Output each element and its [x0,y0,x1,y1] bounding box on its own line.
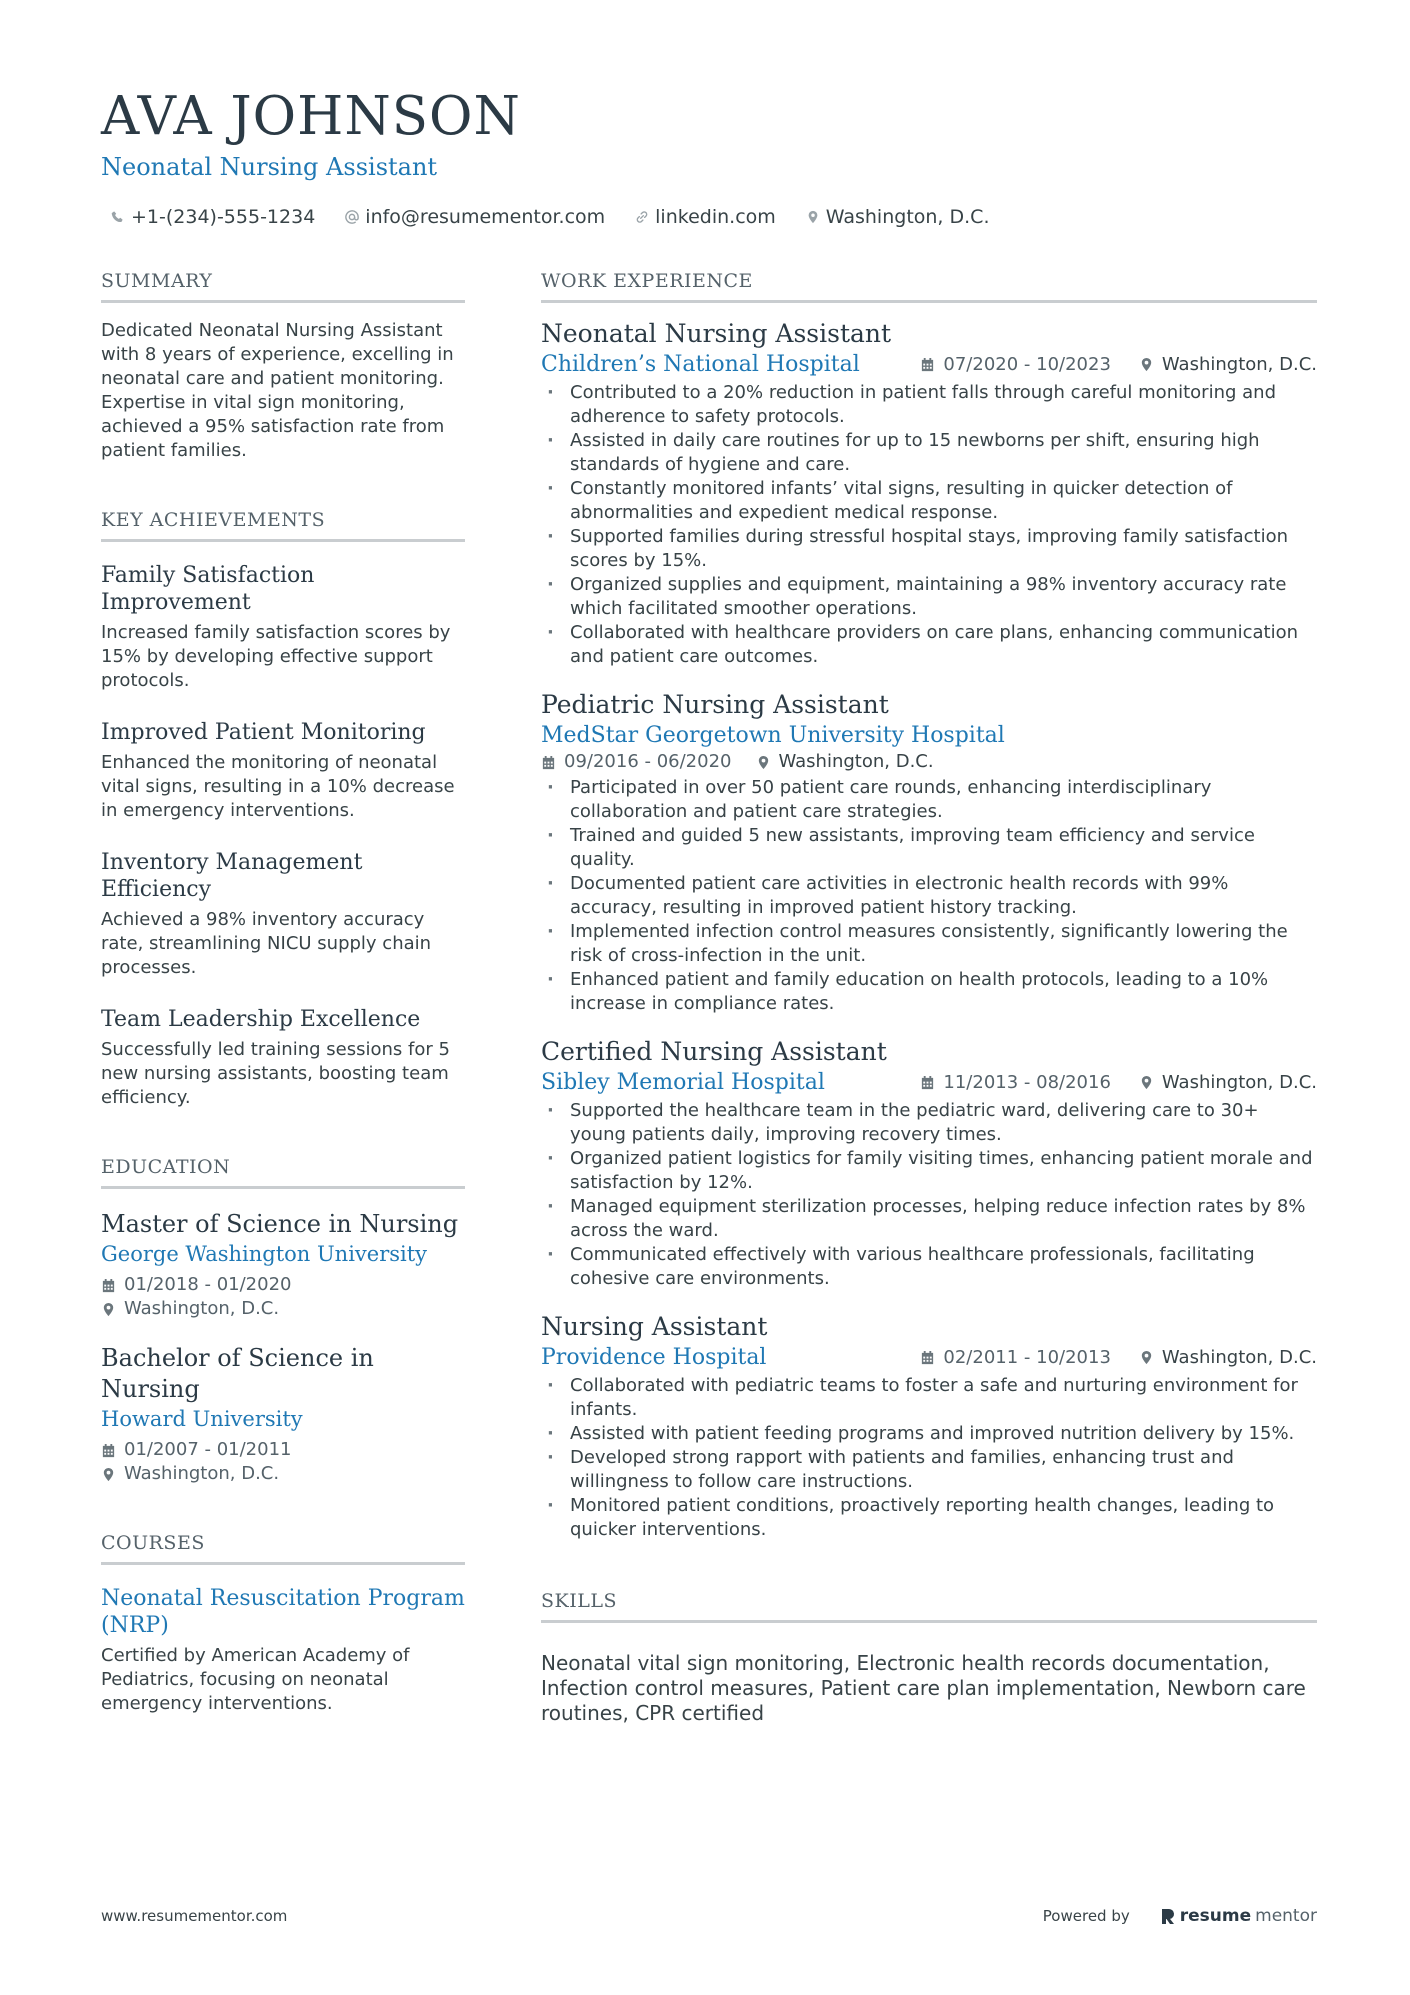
dates-text: 07/2020 - 10/2023 [943,353,1111,375]
page-footer [101,1906,1317,1926]
school-name: Howard University [101,1407,303,1431]
job-info-row [541,350,1317,379]
map-pin-icon [101,1467,116,1482]
summary-heading: SUMMARY [101,268,465,303]
school-name: George Washington University [101,1242,428,1266]
candidate-name: AVA JOHNSON [101,86,521,147]
contact-location [806,206,990,228]
powered-by [1043,1906,1317,1926]
job-entry [541,689,1317,1016]
job-info-row [541,1068,1317,1097]
location-text: Washington, D.C. [1161,1346,1317,1368]
education-location [101,1297,465,1321]
contact-linkedin[interactable] [635,206,776,228]
job-location [1139,353,1317,377]
skills-text: Neonatal vital sign monitoring, Electronic health records documentation, Infection control measures, Patient care plan implementation, Newborn care routines, CPR certified [541,1651,1306,1725]
location-text: Washington, D.C. [825,206,990,228]
left-column [101,268,465,1716]
job-dates [920,1071,1111,1095]
bullet-item: · Enhanced patient and family education on health protocols, leading to a 10% increase in compliance rates. [541,968,1317,1016]
bullet-item: · Assisted with patient feeding programs and improved nutrition delivery by 15%. [541,1422,1317,1446]
education-section [101,1154,465,1486]
education-item [101,1343,465,1486]
phone-text: +1-(234)-555-1234 [131,206,316,228]
job-entry [541,1036,1317,1291]
bullet-item: · Trained and guided 5 new assistants, improving team efficiency and service quality. [541,824,1317,872]
degree-title: Master of Science in Nursing [101,1210,459,1238]
bullet-item: · Monitored patient conditions, proactively reporting health changes, leading to quicker interventions. [541,1494,1317,1542]
contact-phone [111,206,315,228]
achievement-title: Team Leadership Excellence [101,1007,421,1032]
experience-heading: WORK EXPERIENCE [541,268,1317,303]
bullet-item: · Participated in over 50 patient care rounds, enhancing interdisciplinary collaboration and patient care strategies. [541,776,1317,824]
education-dates [101,1438,465,1462]
job-entry [541,1311,1317,1542]
dates-text: 01/2007 - 01/2011 [124,1439,292,1460]
dates-text: 02/2011 - 10/2013 [943,1346,1111,1368]
bullet-item: · Developed strong rapport with patients and families, enhancing trust and willingness to follow care instructions. [541,1446,1317,1494]
job-dates [541,750,732,774]
job-dates [920,353,1111,377]
calendar-icon [920,357,935,372]
resumementor-logo-icon [1160,1907,1176,1925]
calendar-icon [101,1278,116,1293]
location-text: Washington, D.C. [778,751,934,772]
achievement-item [101,1006,465,1110]
company-name: MedStar Georgetown University Hospital [541,723,1005,748]
bullet-item: · Supported families during stressful hospital stays, improving family satisfaction scores by 15%. [541,525,1317,573]
job-dates [920,1346,1111,1370]
phone-icon [111,210,125,224]
link-icon [635,210,649,224]
powered-by-label: Powered by [1042,1907,1130,1925]
education-location [101,1462,465,1486]
bullet-item: · Managed equipment sterilization processes, helping reduce infection rates by 8% across the ward. [541,1195,1317,1243]
bullet-item: · Communicated effectively with various healthcare professionals, facilitating cohesive care environments. [541,1243,1317,1291]
bullet-item: · Contributed to a 20% reduction in patient falls through careful monitoring and adherence to safety protocols. [541,381,1317,429]
footer-website[interactable]: www.resumementor.com [101,1907,288,1925]
job-meta [920,353,1317,377]
bullet-item: · Constantly monitored infants’ vital signs, resulting in quicker detection of abnormalities and expedient medical response. [541,477,1317,525]
job-title: Neonatal Nursing Assistant [541,319,892,348]
company-name: Sibley Memorial Hospital [541,1070,825,1095]
contact-email[interactable] [345,206,605,228]
candidate-role: Neonatal Nursing Assistant [101,153,438,181]
email-text[interactable]: info@resumementor.com [365,206,606,228]
bullet-item: · Collaborated with pediatric teams to foster a safe and nurturing environment for infants. [541,1374,1317,1422]
brand-mentor: mentor [1255,1906,1317,1926]
achievement-item [101,562,465,693]
achievement-title: Improved Patient Monitoring [101,720,426,745]
achievements-heading: KEY ACHIEVEMENTS [101,507,465,542]
bullet-item: · Implemented infection control measures consistently, significantly lowering the risk of cross-infection in the unit. [541,920,1317,968]
achievement-title: Family Satisfaction Improvement [101,563,315,615]
summary-text: Dedicated Neonatal Nursing Assistant with 8 years of experience, excelling in neonatal care and patient monitoring. Expertise in vital sign monitoring, achieved a 95% satisfaction rate from patient families. [101,320,454,461]
at-icon [345,210,359,224]
achievement-item [101,719,465,823]
achievement-text: Enhanced the monitoring of neonatal vital signs, resulting in a 10% decrease in emergency interventions. [101,752,455,821]
location-text: Washington, D.C. [124,1463,280,1484]
dates-text: 09/2016 - 06/2020 [564,751,732,772]
bullet-item: · Assisted in daily care routines for up to 15 newborns per shift, ensuring high standards of hygiene and care. [541,429,1317,477]
contact-bar [101,206,1321,228]
calendar-icon [920,1350,935,1365]
achievement-text: Successfully led training sessions for 5 new nursing assistants, boosting team efficiency. [101,1039,450,1108]
education-heading: EDUCATION [101,1154,465,1189]
courses-heading: COURSES [101,1530,465,1565]
achievement-title: Inventory Management Efficiency [101,850,363,902]
dates-text: 01/2018 - 01/2020 [124,1274,292,1295]
map-pin-icon [1139,357,1154,372]
job-location [1139,1071,1317,1095]
calendar-icon [101,1443,116,1458]
job-title: Pediatric Nursing Assistant [541,690,889,719]
job-entry [541,318,1317,669]
course-text: Certified by American Academy of Pediatrics, focusing on neonatal emergency interventions. [101,1645,410,1714]
company-name: Providence Hospital [541,1345,767,1370]
location-text: Washington, D.C. [1161,1071,1317,1093]
location-text: Washington, D.C. [1161,353,1317,375]
map-pin-icon [806,210,820,224]
job-location [756,750,934,774]
education-dates [101,1273,465,1297]
achievement-item [101,849,465,980]
dates-text: 11/2013 - 08/2016 [943,1071,1111,1093]
achievement-text: Achieved a 98% inventory accuracy rate, streamlining NICU supply chain processes. [101,909,432,978]
map-pin-icon [1139,1350,1154,1365]
calendar-icon [541,755,556,770]
job-bullets [541,381,1317,669]
job-bullets [541,776,1317,1016]
resume-header [101,84,1321,228]
achievements-section [101,507,465,1110]
map-pin-icon [756,755,771,770]
map-pin-icon [101,1302,116,1317]
bullet-item: · Collaborated with healthcare providers on care plans, enhancing communication and patient care outcomes. [541,621,1317,669]
right-column [541,268,1317,1726]
job-title: Nursing Assistant [541,1312,768,1341]
brand-logo[interactable] [1160,1906,1317,1926]
skills-section [541,1588,1317,1726]
job-location [1139,1346,1317,1370]
bullet-item: · Supported the healthcare team in the pediatric ward, delivering care to 30+ young patients daily, improving recovery times. [541,1099,1317,1147]
course-name: Neonatal Resuscitation Program (NRP) [101,1586,465,1638]
job-info-row [541,1343,1317,1372]
job-meta [920,1071,1317,1095]
achievement-text: Increased family satisfaction scores by 15% by developing effective support protocols. [101,622,451,691]
bullet-item: · Organized patient logistics for family visiting times, enhancing patient morale and satisfaction by 12%. [541,1147,1317,1195]
linkedin-text[interactable]: linkedin.com [655,206,776,228]
summary-section [101,268,465,463]
bullet-item: · Organized supplies and equipment, maintaining a 98% inventory accuracy rate which facilitated smoother operations. [541,573,1317,621]
degree-title: Bachelor of Science in Nursing [101,1344,374,1403]
location-text: Washington, D.C. [124,1298,280,1319]
course-item [101,1585,465,1716]
job-bullets [541,1099,1317,1291]
map-pin-icon [1139,1075,1154,1090]
skills-heading: SKILLS [541,1588,1317,1623]
calendar-icon [920,1075,935,1090]
courses-section [101,1530,465,1716]
job-title: Certified Nursing Assistant [541,1037,887,1066]
job-meta [920,1346,1317,1370]
education-item [101,1209,465,1321]
bullet-item: · Documented patient care activities in electronic health records with 99% accuracy, resulting in improved patient history tracking. [541,872,1317,920]
company-name: Children’s National Hospital [541,352,860,377]
brand-resume: resume [1179,1906,1252,1926]
job-bullets [541,1374,1317,1542]
job-meta [541,750,1317,774]
